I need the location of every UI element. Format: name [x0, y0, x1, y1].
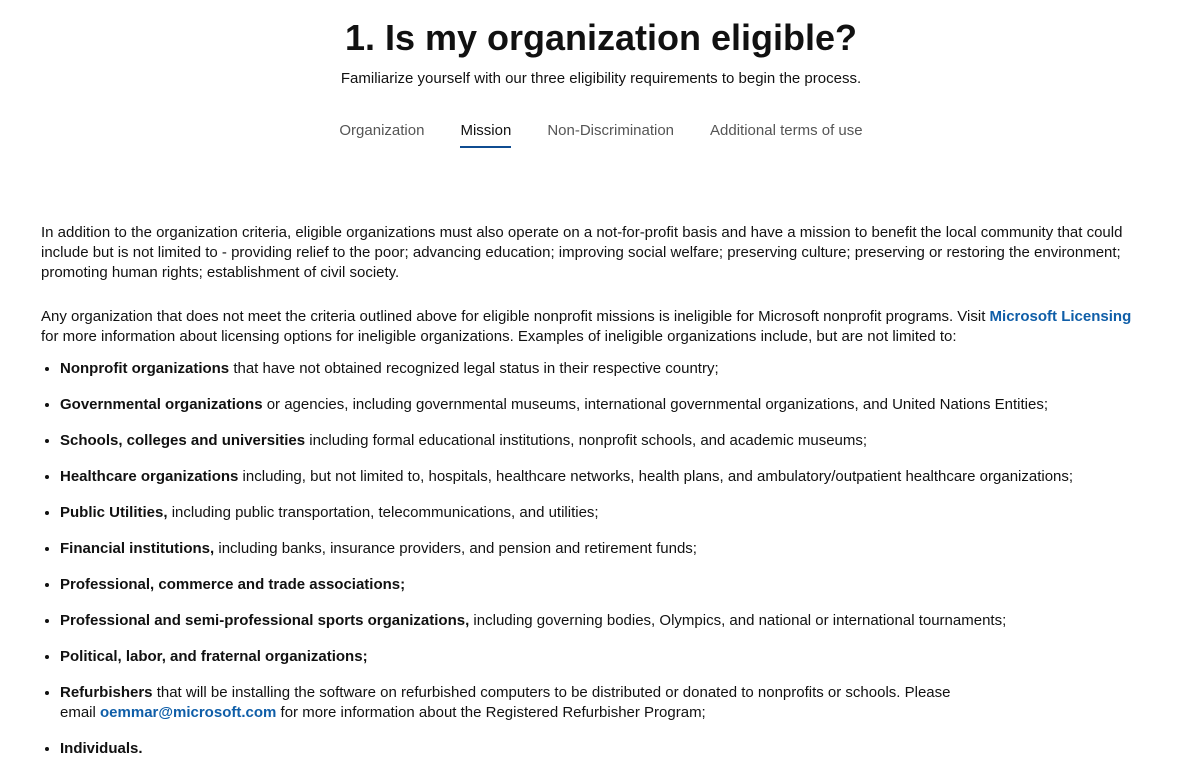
tab-organization[interactable]: Organization	[339, 122, 425, 139]
list-item	[60, 647, 1151, 667]
list-item	[60, 395, 1151, 415]
list-item	[60, 539, 1151, 559]
list-item-bold: Professional and semi-professional sports organizations,	[60, 612, 470, 629]
page-subtitle: Familiarize yourself with our three eligibility requirements to begin the process.	[340, 70, 862, 87]
list-item	[60, 467, 1151, 487]
ineligible-list	[41, 359, 1151, 759]
list-item-text: including governing bodies, Olympics, and national or international tournaments;	[469, 612, 1007, 629]
list-item	[60, 575, 1151, 595]
list-item-bold: Political, labor, and fraternal organizations;	[60, 648, 368, 665]
oemmar-email-link[interactable]: oemmar@microsoft.com	[100, 704, 277, 721]
page-title: 1. Is my organization eligible?	[344, 17, 858, 58]
list-item	[60, 611, 1151, 631]
list-item-text: that will be installing the software on refurbished computers to be distributed or donated to nonprofits or schools. Please email	[60, 684, 951, 721]
list-item-text: including, but not limited to, hospitals, healthcare networks, health plans, and ambulatory/outpatient healthcare organizations;	[238, 468, 1074, 485]
list-item	[60, 503, 1151, 523]
list-item-text: including formal educational institutions, nonprofit schools, and academic museums;	[305, 432, 868, 449]
list-item-bold: Healthcare organizations	[60, 468, 239, 485]
page-header	[0, 0, 1202, 89]
ineligible-text-before: Any organization that does not meet the criteria outlined above for eligible nonprofit missions is ineligible for Microsoft nonprofit programs. Visit	[41, 308, 990, 325]
list-item-text: that have not obtained recognized legal status in their respective country;	[229, 360, 719, 377]
microsoft-licensing-link[interactable]: Microsoft Licensing	[989, 308, 1132, 325]
list-item-bold: Professional, commerce and trade associations;	[60, 576, 406, 593]
list-item-bold: Nonprofit organizations	[60, 360, 230, 377]
list-item-refurbishers	[60, 683, 960, 723]
mission-content	[41, 223, 1151, 775]
list-item-text: including public transportation, telecommunications, and utilities;	[167, 504, 599, 521]
list-item	[60, 431, 1151, 451]
list-item-bold: Schools, colleges and universities	[60, 432, 306, 449]
eligibility-tabs	[0, 121, 1202, 148]
mission-paragraph: In addition to the organization criteria, eligible organizations must also operate on a not-for-profit basis and have a mission to benefit the local community that could include but is not limited to - providing relief to the poor; advancing education; improving social welfare; preserving culture; preserving or restoring the environment; promoting human rights; establishment of civil society.	[41, 224, 1123, 281]
list-item-bold: Refurbishers	[60, 684, 153, 701]
list-item-bold: Individuals.	[60, 740, 143, 757]
list-item-text: or agencies, including governmental museums, international governmental organizations, and United Nations Entities;	[262, 396, 1048, 413]
list-item-text: for more information about the Registered Refurbisher Program;	[276, 704, 706, 721]
list-item-individuals	[60, 739, 1151, 759]
list-item-bold: Public Utilities,	[60, 504, 168, 521]
ineligible-text-after: for more information about licensing options for ineligible organizations. Examples of ineligible organizations include, but are not limited to:	[41, 328, 957, 345]
tab-mission[interactable]: Mission	[460, 121, 511, 148]
list-item-bold: Governmental organizations	[60, 396, 263, 413]
list-item	[60, 359, 1151, 379]
ineligible-paragraph	[41, 307, 1151, 347]
list-item-bold: Financial institutions,	[60, 540, 215, 557]
tab-non-discrimination[interactable]: Non-Discrimination	[547, 122, 675, 139]
tab-additional-terms[interactable]: Additional terms of use	[710, 122, 863, 139]
list-item-text: including banks, insurance providers, and pension and retirement funds;	[214, 540, 697, 557]
